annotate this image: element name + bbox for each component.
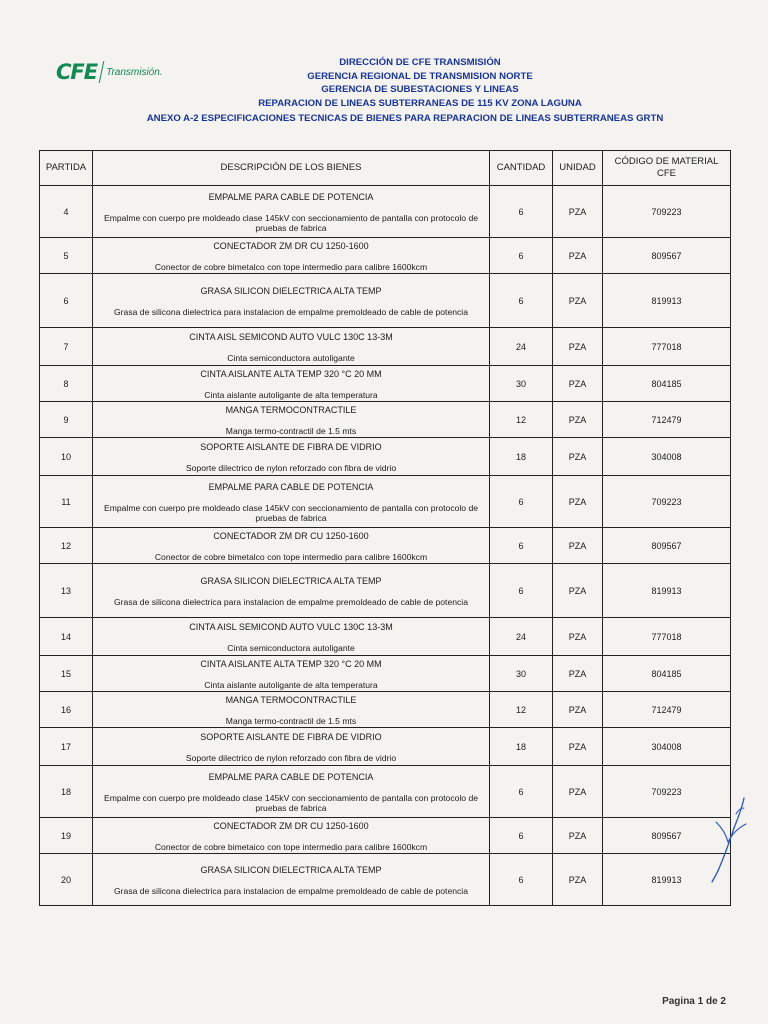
description-cell bbox=[93, 328, 490, 366]
item-title: GRASA SILICON DIELECTRICA ALTA TEMP bbox=[200, 285, 382, 296]
column-header-partida: PARTIDA bbox=[40, 151, 93, 186]
item-description: Manga termo-contractil de 1.5 mts bbox=[225, 425, 357, 436]
table-row bbox=[40, 274, 731, 328]
unidad-cell: PZA bbox=[553, 402, 603, 438]
description-cell bbox=[93, 728, 490, 766]
table-row bbox=[40, 818, 731, 854]
header-line: GERENCIA DE SUBESTACIONES Y LINEAS bbox=[321, 84, 519, 95]
column-header-unidad: UNIDAD bbox=[553, 151, 603, 186]
item-description: Soporte dilectrico de nylon reforzado con fibra de vidrio bbox=[185, 462, 397, 473]
partida-cell: 12 bbox=[40, 528, 93, 564]
codigo-cell: 804185 bbox=[603, 366, 731, 402]
table-row bbox=[40, 328, 731, 366]
unidad-cell: PZA bbox=[553, 238, 603, 274]
cantidad-cell: 6 bbox=[490, 766, 553, 818]
table-row bbox=[40, 656, 731, 692]
codigo-cell: 709223 bbox=[603, 476, 731, 528]
logo-divider bbox=[99, 61, 105, 83]
cantidad-cell: 6 bbox=[490, 854, 553, 906]
description-cell bbox=[93, 692, 490, 728]
header-line: DIRECCIÓN DE CFE TRANSMISIÓN bbox=[339, 57, 501, 68]
partida-cell: 7 bbox=[40, 328, 93, 366]
table-row bbox=[40, 438, 731, 476]
description-cell bbox=[93, 238, 490, 274]
item-title: CINTA AISLANTE ALTA TEMP 320 °C 20 MM bbox=[200, 658, 382, 669]
column-header-descripcion: DESCRIPCIÓN DE LOS BIENES bbox=[93, 151, 490, 186]
codigo-cell: 809567 bbox=[603, 818, 731, 854]
column-header-codigo: CÓDIGO DE MATERIAL CFE bbox=[603, 151, 731, 186]
unidad-cell: PZA bbox=[553, 656, 603, 692]
table-row bbox=[40, 528, 731, 564]
partida-cell: 6 bbox=[40, 274, 93, 328]
item-title: EMPALME PARA CABLE DE POTENCIA bbox=[208, 481, 374, 492]
partida-cell: 19 bbox=[40, 818, 93, 854]
table-row bbox=[40, 854, 731, 906]
item-title: GRASA SILICON DIELECTRICA ALTA TEMP bbox=[200, 575, 382, 586]
item-description: Manga termo-contractil de 1.5 mts bbox=[225, 715, 357, 726]
partida-cell: 11 bbox=[40, 476, 93, 528]
description-cell bbox=[93, 766, 490, 818]
cantidad-cell: 24 bbox=[490, 618, 553, 656]
codigo-cell: 709223 bbox=[603, 186, 731, 238]
description-cell bbox=[93, 618, 490, 656]
description-cell bbox=[93, 564, 490, 618]
item-title: MANGA TERMOCONTRACTILE bbox=[225, 404, 357, 415]
partida-cell: 15 bbox=[40, 656, 93, 692]
item-description: Cinta semiconductora autoligante bbox=[227, 352, 355, 363]
table-row bbox=[40, 476, 731, 528]
unidad-cell: PZA bbox=[553, 528, 603, 564]
table-row bbox=[40, 186, 731, 238]
codigo-cell: 709223 bbox=[603, 766, 731, 818]
partida-cell: 20 bbox=[40, 854, 93, 906]
codigo-cell: 304008 bbox=[603, 438, 731, 476]
description-cell bbox=[93, 274, 490, 328]
unidad-cell: PZA bbox=[553, 766, 603, 818]
codigo-cell: 712479 bbox=[603, 402, 731, 438]
cantidad-cell: 6 bbox=[490, 186, 553, 238]
cantidad-cell: 30 bbox=[490, 656, 553, 692]
codigo-cell: 809567 bbox=[603, 238, 731, 274]
item-description: Empalme con cuerpo pre moldeado clase 145kV con seccionamiento de pantalla con protocolo de pruebas de fabrica bbox=[103, 792, 479, 813]
logo-mark: CFE bbox=[56, 60, 98, 84]
cantidad-cell: 6 bbox=[490, 238, 553, 274]
cantidad-cell: 18 bbox=[490, 438, 553, 476]
unidad-cell: PZA bbox=[553, 564, 603, 618]
table-row bbox=[40, 402, 731, 438]
unidad-cell: PZA bbox=[553, 274, 603, 328]
item-description: Empalme con cuerpo pre moldeado clase 145kV con seccionamiento de pantalla con protocolo de pruebas de fabrica bbox=[103, 212, 479, 233]
item-description: Grasa de silicona dielectrica para instalacion de empalme premoldeado de cable de potencia bbox=[114, 885, 468, 896]
unidad-cell: PZA bbox=[553, 438, 603, 476]
codigo-cell: 304008 bbox=[603, 728, 731, 766]
item-title: CINTA AISLANTE ALTA TEMP 320 °C 20 MM bbox=[200, 368, 382, 379]
table-row bbox=[40, 366, 731, 402]
partida-cell: 16 bbox=[40, 692, 93, 728]
codigo-cell: 804185 bbox=[603, 656, 731, 692]
unidad-cell: PZA bbox=[553, 366, 603, 402]
item-description: Conector de cobre bimetalco con tope intermedio para calibre 1600kcm bbox=[154, 551, 428, 562]
codigo-cell: 819913 bbox=[603, 274, 731, 328]
handwritten-signature bbox=[708, 794, 754, 886]
table-row bbox=[40, 728, 731, 766]
item-description: Empalme con cuerpo pre moldeado clase 145kV con seccionamiento de pantalla con protocolo de pruebas de fabrica bbox=[103, 502, 479, 523]
item-title: MANGA TERMOCONTRACTILE bbox=[225, 694, 357, 705]
header-line: GERENCIA REGIONAL DE TRANSMISION NORTE bbox=[307, 70, 533, 82]
unidad-cell: PZA bbox=[553, 618, 603, 656]
item-title: SOPORTE AISLANTE DE FIBRA DE VIDRIO bbox=[200, 731, 382, 742]
unidad-cell: PZA bbox=[553, 692, 603, 728]
description-cell bbox=[93, 818, 490, 854]
item-title: EMPALME PARA CABLE DE POTENCIA bbox=[208, 191, 374, 202]
description-cell bbox=[93, 366, 490, 402]
codigo-cell: 777018 bbox=[603, 618, 731, 656]
item-title: EMPALME PARA CABLE DE POTENCIA bbox=[208, 771, 374, 782]
item-title: GRASA SILICON DIELECTRICA ALTA TEMP bbox=[200, 864, 382, 875]
table-row bbox=[40, 692, 731, 728]
unidad-cell: PZA bbox=[553, 328, 603, 366]
codigo-cell: 777018 bbox=[603, 328, 731, 366]
item-title: SOPORTE AISLANTE DE FIBRA DE VIDRIO bbox=[200, 441, 382, 452]
partida-cell: 5 bbox=[40, 238, 93, 274]
cantidad-cell: 6 bbox=[490, 274, 553, 328]
cantidad-cell: 30 bbox=[490, 366, 553, 402]
description-cell bbox=[93, 476, 490, 528]
cantidad-cell: 18 bbox=[490, 728, 553, 766]
cantidad-cell: 12 bbox=[490, 692, 553, 728]
codigo-cell: 819913 bbox=[603, 854, 731, 906]
codigo-cell: 809567 bbox=[603, 528, 731, 564]
description-cell bbox=[93, 656, 490, 692]
unidad-cell: PZA bbox=[553, 818, 603, 854]
document-header bbox=[120, 56, 720, 126]
unidad-cell: PZA bbox=[553, 728, 603, 766]
cantidad-cell: 12 bbox=[490, 402, 553, 438]
item-description: Cinta aislante autoligante de alta temperatura bbox=[204, 389, 378, 400]
unidad-cell: PZA bbox=[553, 476, 603, 528]
partida-cell: 4 bbox=[40, 186, 93, 238]
page-number: Pagina 1 de 2 bbox=[662, 996, 726, 1007]
partida-cell: 14 bbox=[40, 618, 93, 656]
codigo-cell: 712479 bbox=[603, 692, 731, 728]
cantidad-cell: 24 bbox=[490, 328, 553, 366]
cantidad-cell: 6 bbox=[490, 818, 553, 854]
item-description: Cinta aislante autoligante de alta temperatura bbox=[204, 679, 378, 690]
unidad-cell: PZA bbox=[553, 854, 603, 906]
item-title: CONECTADOR ZM DR CU 1250-1600 bbox=[213, 530, 369, 541]
table-header-row bbox=[40, 151, 731, 186]
table-row bbox=[40, 618, 731, 656]
item-title: CINTA AISL SEMICOND AUTO VULC 130C 13-3M bbox=[189, 621, 393, 632]
header-line: REPARACION DE LINEAS SUBTERRANEAS DE 115 KV ZONA LAGUNA bbox=[258, 97, 582, 109]
logo-subtitle: Transmisión. bbox=[106, 66, 163, 78]
description-cell bbox=[93, 528, 490, 564]
partida-cell: 9 bbox=[40, 402, 93, 438]
item-description: Grasa de silicona dielectrica para instalacion de empalme premoldeado de cable de potencia bbox=[114, 306, 468, 317]
item-title: CINTA AISL SEMICOND AUTO VULC 130C 13-3M bbox=[189, 331, 393, 342]
cantidad-cell: 6 bbox=[490, 564, 553, 618]
cantidad-cell: 6 bbox=[490, 528, 553, 564]
item-title: CONECTADOR ZM DR CU 1250-1600 bbox=[213, 240, 369, 251]
item-title: CONECTADOR ZM DR CU 1250-1600 bbox=[213, 820, 369, 831]
column-header-cantidad: CANTIDAD bbox=[490, 151, 553, 186]
description-cell bbox=[93, 438, 490, 476]
annex-title: ANEXO A-2 ESPECIFICACIONES TECNICAS DE BIENES PARA REPARACION DE LINEAS SUBTERRANEAS GRTN bbox=[146, 113, 664, 124]
cantidad-cell: 6 bbox=[490, 476, 553, 528]
partida-cell: 8 bbox=[40, 366, 93, 402]
codigo-cell: 819913 bbox=[603, 564, 731, 618]
partida-cell: 18 bbox=[40, 766, 93, 818]
item-description: Grasa de silicona dielectrica para instalacion de empalme premoldeado de cable de potencia bbox=[114, 596, 468, 607]
item-description: Conector de cobre bimetaico con tope intermedio para calibre 1600kcm bbox=[154, 841, 428, 852]
item-description: Soporte dilectrico de nylon reforzado con fibra de vidrio bbox=[185, 752, 397, 763]
item-description: Cinta semiconductora autoligante bbox=[227, 642, 355, 653]
partida-cell: 13 bbox=[40, 564, 93, 618]
partida-cell: 17 bbox=[40, 728, 93, 766]
specifications-table bbox=[39, 150, 731, 906]
table-row bbox=[40, 766, 731, 818]
description-cell bbox=[93, 402, 490, 438]
table-row bbox=[40, 564, 731, 618]
item-description: Conector de cobre bimetalco con tope intermedio para calibre 1600kcm bbox=[154, 261, 428, 272]
description-cell bbox=[93, 854, 490, 906]
unidad-cell: PZA bbox=[553, 186, 603, 238]
table-row bbox=[40, 238, 731, 274]
partida-cell: 10 bbox=[40, 438, 93, 476]
description-cell bbox=[93, 186, 490, 238]
